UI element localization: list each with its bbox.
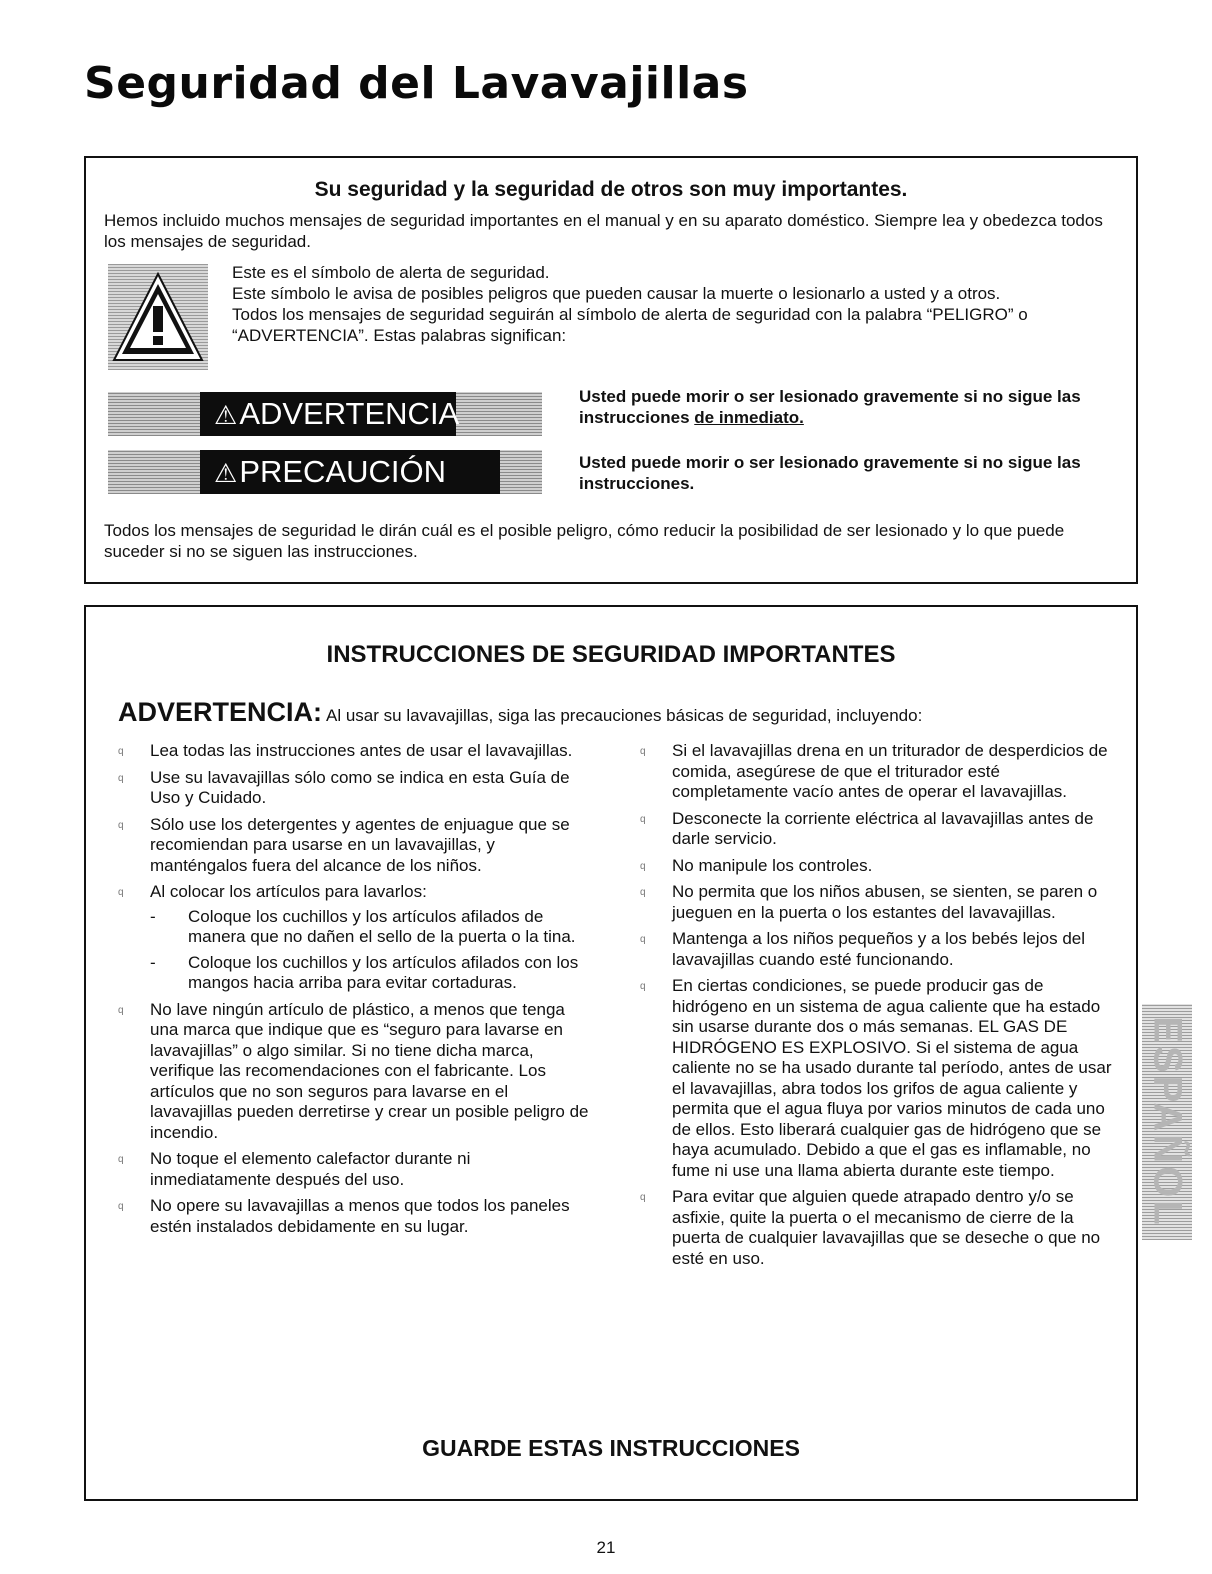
instruction-item [114, 1149, 590, 1190]
instruction-text: En ciertas condiciones, se puede producir gas de hidrógeno en un sistema de agua caliente que ha estado sin usarse durante dos o más semanas. EL GAS DE HIDRÓGENO ES EXPLOSIVO. Si el sistema de agua caliente no se ha usado durante tal período, antes de usar el lavavajillas, abra todos los grifos de agua caliente y permita que el agua fluya por varios minutos de cada uno de ellos. Esto liberará cualquier gas de hidrógeno que se haya acumulado. Debido a que el gas es inflamable, no fume ni use una llama abierta durante este tiempo. [672, 976, 1112, 1180]
instruction-text: Mantenga a los niños pequeños y a los bebés lejos del lavavajillas cuando esté funcionando. [672, 929, 1086, 969]
instruction-text: Sólo use los detergentes y agentes de enjuague que se recomiendan para usarse en un lavavajillas, y manténgalos fuera del alcance de los niños. [150, 814, 570, 875]
bullet-icon: q [118, 746, 124, 757]
instruction-text: No permita que los niños abusen, se sienten, se paren o jueguen en la puerta o los estantes del lavavajillas. [672, 882, 1098, 922]
instruction-item [636, 882, 1116, 923]
bullet-icon: q [640, 813, 646, 825]
instruction-item [114, 815, 590, 877]
instruction-text: Al colocar los artículos para lavarlos: [150, 882, 427, 901]
instruction-text: No manipule los controles. [672, 855, 873, 875]
instruction-subitems [150, 907, 590, 994]
instruction-text: Para evitar que alguien quede atrapado dentro y/o se asfixie, quite la puerta o el mecanismo de cierre de la puerta de cualquier lavavajillas que se deseche o que no esté en uso. [672, 1187, 1101, 1268]
alert-line-2: Este símbolo le avisa de posibles peligros que pueden causar la muerte o lesionarlo a usted y a otros. [232, 284, 1001, 303]
instruction-item [114, 882, 590, 994]
instruction-text: No toque el elemento calefactor durante ni inmediatamente después del uso. [150, 1149, 471, 1189]
instructions-right-column [636, 741, 1116, 1275]
safety-box-heading: Su seguridad y la seguridad de otros son muy importantes. [314, 178, 908, 201]
bullet-icon: q [118, 1154, 124, 1165]
instruction-item [114, 768, 590, 809]
precaucion-description: Usted puede morir o ser lesionado gravemente si no sigue las instrucciones. [579, 453, 1081, 493]
bullet-icon: q [640, 981, 646, 992]
instruction-text: No lave ningún artículo de plástico, a menos que tenga una marca que indique que es “seguro para lavarse en lavavajillas” o algo similar. Si no tiene dicha marca, verifique las recomendaciones con el fabricante. Los artículos que no son seguros para lavarse en el lavavajillas pueden derretirse y crear un posible peligro de incendio. [150, 999, 589, 1142]
save-instructions-footer: GUARDE ESTAS INSTRUCCIONES [422, 1435, 800, 1461]
page-title: Seguridad del Lavavajillas [84, 58, 749, 109]
bullet-icon: q [640, 1192, 646, 1203]
subitem-text: Coloque los cuchillos y los artículos afilados con los mangos hacia arriba para evitar cortaduras. [188, 952, 579, 992]
important-instructions-box [84, 605, 1138, 1501]
safety-message-box [84, 156, 1138, 584]
instruction-item [114, 741, 590, 762]
instruction-text: Lea todas las instrucciones antes de usar el lavavajillas. [150, 741, 573, 760]
advertencia-description-emphasis: de inmediato. [694, 408, 804, 427]
subitem-text: Coloque los cuchillos y los artículos afilados de manera que no dañen el sello de la puerta o la tina. [188, 906, 576, 946]
dash-icon: - [150, 906, 156, 926]
bullet-icon: q [640, 746, 646, 757]
advertencia-label: ADVERTENCIA [239, 396, 460, 431]
safety-alert-triangle-icon [108, 264, 208, 370]
instruction-text: No opere su lavavajillas a menos que todos los paneles estén instalados debidamente en su lugar. [150, 1196, 570, 1236]
caution-triangle-icon: ⚠ [214, 458, 238, 488]
bullet-icon: q [640, 934, 646, 945]
bullet-icon: q [118, 1004, 124, 1016]
instruction-subitem [150, 907, 590, 948]
safety-intro: Hemos incluido muchos mensajes de seguridad importantes en el manual y en su aparato doméstico. Siempre lea y obedezca todos los mensajes de seguridad. [104, 211, 1103, 251]
safety-box-footer: Todos los mensajes de seguridad le dirán cuál es el posible peligro, cómo reducir la posibilidad de ser lesionado y lo que puede suceder si no se siguen las instrucciones. [104, 521, 1065, 561]
instruction-text: Desconecte la corriente eléctrica al lavavajillas antes de darle servicio. [672, 808, 1094, 848]
instruction-item [114, 1000, 590, 1144]
instruction-text: Use su lavavajillas sólo como se indica en esta Guía de Uso y Cuidado. [150, 767, 570, 807]
advertencia-description-text: Usted puede morir o ser lesionado gravemente si no sigue las instrucciones [579, 387, 1081, 427]
instruction-item [636, 809, 1116, 850]
alert-symbol-explanation [232, 262, 1096, 346]
alert-line-3: Todos los mensajes de seguridad seguirán al símbolo de alerta de seguridad con la palabra “PELIGRO” o “ADVERTENCIA”. Estas palabras significan: [232, 305, 1028, 345]
instruction-item [636, 741, 1116, 803]
warning-triangle-icon: ⚠ [214, 400, 238, 430]
instructions-left-column [114, 741, 590, 1243]
instruction-item [636, 976, 1116, 1181]
instruction-text: Si el lavavajillas drena en un triturador de desperdicios de comida, asegúrese de que el triturador esté completamente vacío antes de operar el lavavajillas. [672, 741, 1108, 801]
alert-line-1: Este es el símbolo de alerta de seguridad. [232, 263, 550, 282]
precaucion-label: PRECAUCIÓN [239, 454, 447, 489]
instruction-item [114, 1196, 590, 1237]
bullet-icon: q [640, 860, 646, 872]
bullet-icon: q [118, 887, 124, 898]
advertencia-description [579, 386, 1096, 428]
warning-label: ADVERTENCIA: [118, 697, 323, 727]
instruction-subitem [150, 953, 590, 994]
dash-icon: - [150, 952, 156, 972]
instructions-heading: INSTRUCCIONES DE SEGURIDAD IMPORTANTES [326, 641, 896, 668]
bullet-icon: q [640, 887, 646, 898]
precaucion-signal-word [108, 450, 542, 494]
bullet-icon: q [118, 819, 124, 831]
bullet-icon: q [118, 1201, 124, 1212]
warning-text: Al usar su lavavajillas, siga las precauciones básicas de seguridad, incluyendo: [326, 706, 923, 725]
page-number: 21 [596, 1538, 616, 1557]
language-side-tab [1142, 1004, 1192, 1240]
warning-line [118, 697, 922, 728]
instruction-item [636, 856, 1116, 877]
language-tab-label: ESPAÑOL [1145, 1016, 1190, 1228]
instruction-item [636, 1187, 1116, 1269]
bullet-icon: q [118, 772, 124, 784]
instruction-item [636, 929, 1116, 970]
advertencia-signal-word [108, 392, 542, 436]
